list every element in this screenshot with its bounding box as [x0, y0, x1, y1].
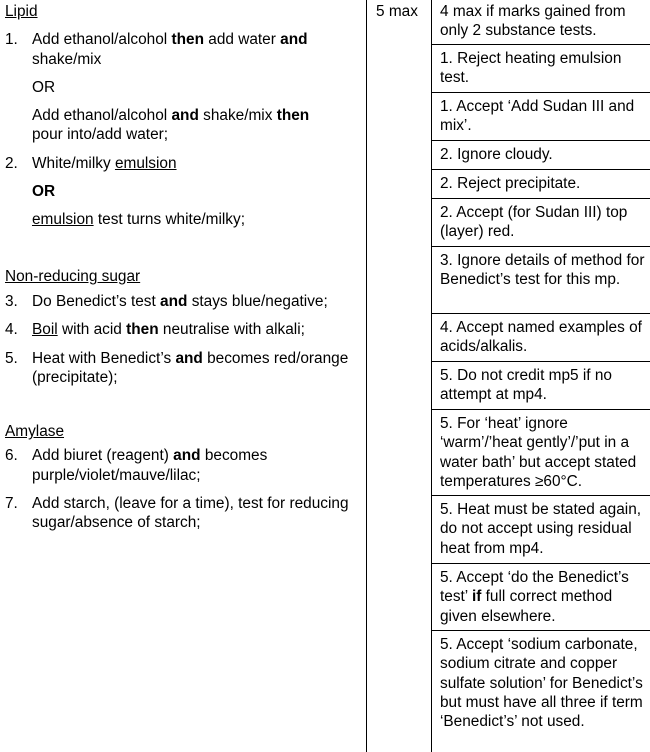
guidance-separator — [431, 409, 650, 410]
or-label: OR — [32, 78, 56, 96]
guidance-separator — [431, 563, 650, 564]
guidance-note: 5. Heat must be stated again, do not accept using residual heat from mp4. — [440, 501, 642, 557]
guidance-separator — [431, 246, 650, 247]
guidance-note: 1. Accept ‘Add Sudan III and mix’. — [440, 98, 635, 135]
guidance-separator — [431, 361, 650, 362]
or-label-bold: OR — [32, 183, 56, 201]
guidance-note: 5. Do not credit mp5 if no attempt at mp4. — [440, 367, 612, 404]
answer-column — [5, 2, 363, 533]
alternative-emulsion: emulsion test turns white/milky; — [32, 211, 245, 229]
guidance-separator — [431, 44, 650, 45]
marking-point-4: 4. Boil with acid then neutralise with alkali; — [5, 321, 305, 339]
lipid-heading: Lipid — [5, 3, 38, 20]
guidance-separator — [431, 313, 650, 314]
guidance-note: 5. Accept ‘do the Benedict’s test’ if full correct method given elsewhere. — [440, 569, 629, 625]
guidance-note: 5. Accept ‘sodium carbonate, sodium citrate and copper sulfate solution’ for Benedict’s but must have all three if term ‘Benedict’s’ not used. — [440, 636, 643, 731]
non-reducing-heading: Non-reducing sugar — [5, 267, 141, 285]
column-divider-right — [431, 0, 432, 752]
amylase-heading: Amylase — [5, 423, 65, 441]
column-divider-left — [366, 0, 367, 752]
guidance-note: 4. Accept named examples of acids/alkalis. — [440, 319, 642, 356]
marks-cell: 5 max — [376, 3, 418, 20]
guidance-note: 1. Reject heating emulsion test. — [440, 50, 622, 87]
guidance-note: 5. For ‘heat’ ignore ‘warm’/’heat gently’/’put in a water bath’ but accept stated temperatures ≥60°C. — [440, 415, 637, 490]
guidance-note: 4 max if marks gained from only 2 substance tests. — [440, 3, 626, 40]
alternative-method: Add ethanol/alcohol and shake/mix then pour into/add water; — [32, 107, 310, 144]
guidance-separator — [431, 198, 650, 199]
guidance-note: 2. Ignore cloudy. — [440, 146, 553, 163]
marking-point-2: 2. White/milky emulsion — [5, 154, 177, 172]
guidance-separator — [431, 169, 650, 170]
guidance-note: 3. Ignore details of method for Benedict’s test for this mp. — [440, 252, 645, 289]
marking-point-6: 6. Add biuret (reagent) and becomes purple/violet/mauve/lilac; — [5, 447, 268, 484]
marking-point-5: 5. Heat with Benedict’s and becomes red/orange (precipitate); — [5, 349, 349, 386]
guidance-separator — [431, 92, 650, 93]
guidance-separator — [431, 140, 650, 141]
marking-point-1: 1. Add ethanol/alcohol then add water and shake/mix — [5, 31, 308, 68]
marking-point-3: 3. Do Benedict’s test and stays blue/negative; — [5, 292, 328, 310]
guidance-separator — [431, 495, 650, 496]
marking-point-7: 7. Add starch, (leave for a time), test for reducing sugar/absence of starch; — [5, 495, 349, 532]
guidance-separator — [431, 630, 650, 631]
guidance-note: 2. Accept (for Sudan III) top (layer) red. — [440, 204, 628, 241]
guidance-note: 2. Reject precipitate. — [440, 175, 581, 192]
